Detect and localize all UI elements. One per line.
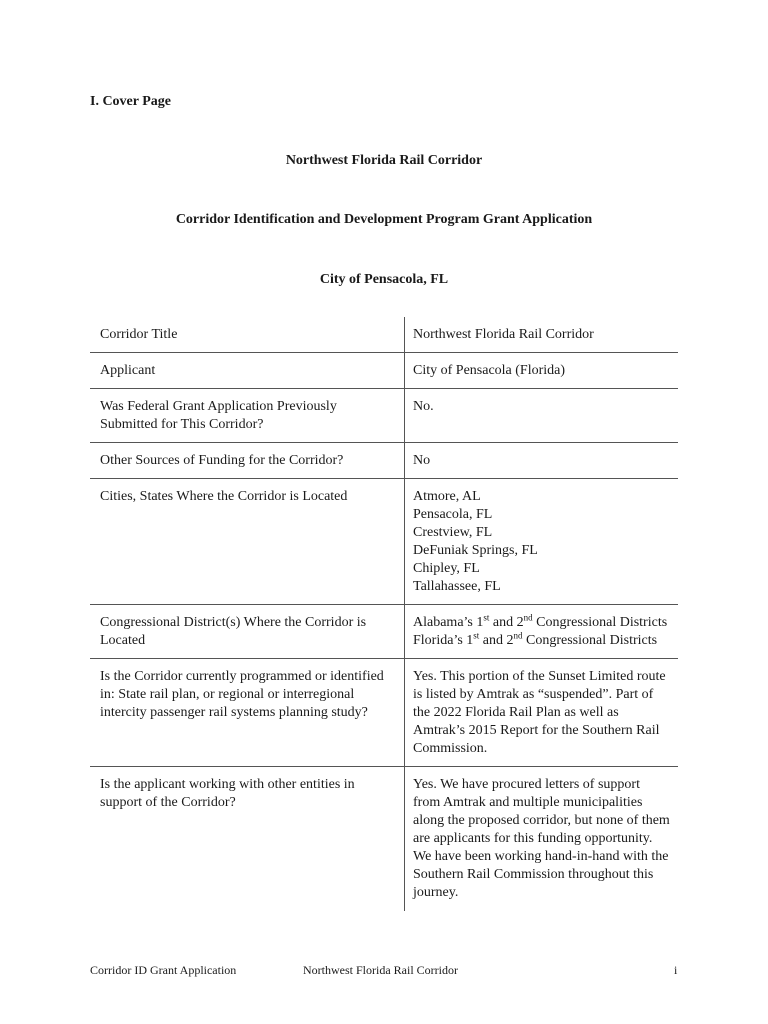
row-value: Yes. This portion of the Sunset Limited route is listed by Amtrak as “suspended”. Part of the 2022 Florida Rail Plan as well as Amtrak’s 2015 Report for the Southern Rail Commission. bbox=[405, 659, 679, 767]
row-label: Other Sources of Funding for the Corridor? bbox=[90, 443, 405, 479]
table-row bbox=[90, 767, 678, 912]
row-label: Is the Corridor currently programmed or identified in: State rail plan, or regional or interregional intercity passenger rail systems planning study? bbox=[90, 659, 405, 767]
row-label: Applicant bbox=[90, 353, 405, 389]
row-label: Congressional District(s) Where the Corridor is Located bbox=[90, 605, 405, 659]
city-line: Atmore, AL bbox=[413, 489, 481, 504]
footer-corridor-name: Northwest Florida Rail Corridor bbox=[303, 963, 458, 977]
table-row bbox=[90, 389, 678, 443]
table-row bbox=[90, 479, 678, 605]
row-value: No. bbox=[405, 389, 679, 443]
applicant-heading: City of Pensacola, FL bbox=[319, 272, 449, 287]
row-label: Was Federal Grant Application Previously Submitted for This Corridor? bbox=[90, 389, 405, 443]
cover-info-table bbox=[90, 317, 678, 911]
section-heading: I. Cover Page bbox=[90, 94, 171, 109]
corridor-title-heading: Northwest Florida Rail Corridor bbox=[285, 153, 483, 168]
district-line: Florida’s 1st and 2nd Congressional Districts bbox=[413, 630, 658, 648]
row-label: Is the applicant working with other entities in support of the Corridor? bbox=[90, 767, 405, 912]
page-number: i bbox=[674, 963, 678, 977]
row-value: Yes. We have procured letters of support from Amtrak and multiple municipalities along the proposed corridor, but none of them are applicants for this funding opportunity. We have been working hand-in-hand with the Southern Rail Commission throughout this journey. bbox=[405, 767, 679, 912]
footer-document-title: Corridor ID Grant Application bbox=[90, 963, 237, 977]
row-value: Northwest Florida Rail Corridor bbox=[413, 327, 594, 342]
district-line: Alabama’s 1st and 2nd Congressional Districts bbox=[413, 612, 668, 630]
city-line: Tallahassee, FL bbox=[413, 579, 501, 594]
row-value: No bbox=[405, 443, 679, 479]
city-line: DeFuniak Springs, FL bbox=[413, 543, 538, 558]
table-row bbox=[90, 659, 678, 767]
city-line: Crestview, FL bbox=[413, 525, 493, 540]
row-label: Corridor Title bbox=[90, 317, 405, 353]
table-row bbox=[90, 605, 678, 659]
row-value bbox=[405, 479, 679, 605]
row-value bbox=[405, 605, 679, 659]
row-value: City of Pensacola (Florida) bbox=[405, 353, 679, 389]
city-line: Pensacola, FL bbox=[413, 507, 493, 522]
table-row bbox=[90, 353, 678, 389]
city-line: Chipley, FL bbox=[413, 561, 480, 576]
program-title-heading: Corridor Identification and Development Program Grant Application bbox=[175, 212, 593, 227]
table-row bbox=[90, 443, 678, 479]
table-row bbox=[90, 317, 678, 353]
row-label: Cities, States Where the Corridor is Located bbox=[90, 479, 405, 605]
